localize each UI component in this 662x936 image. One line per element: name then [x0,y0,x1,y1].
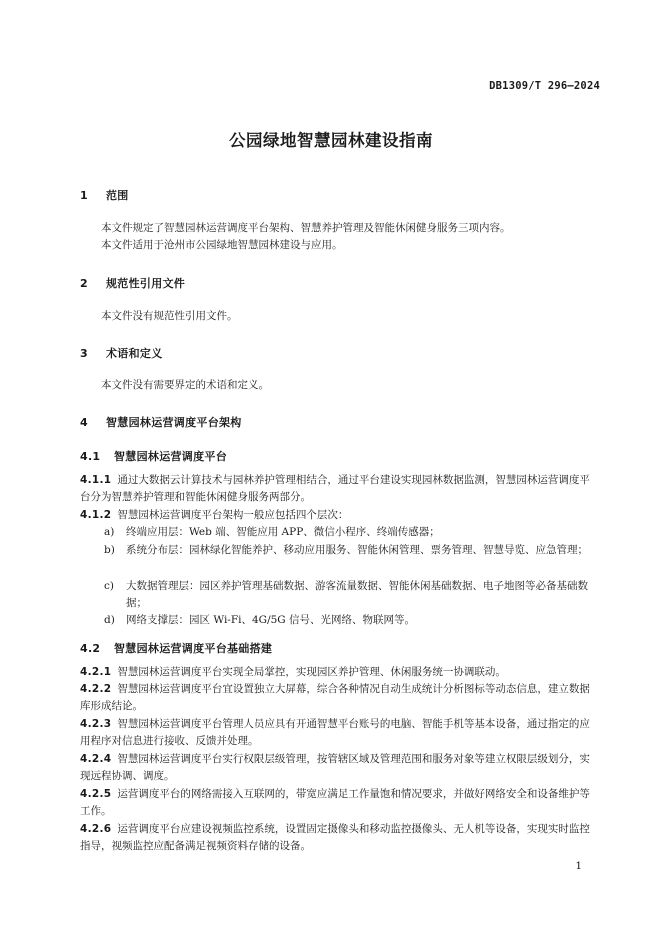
section-heading-2 [80,275,185,291]
section-title: 术语和定义 [106,347,163,360]
subsection-title: 智慧园林运营调度平台 [114,450,227,463]
section-number: 2 [80,277,88,290]
paragraph: 本文件没有需要界定的术语和定义。 [101,379,269,391]
clause-text: 智慧园林运营调度平台实现全局掌控，实现园区养护管理、休闲服务统一协调联动。 [117,666,506,678]
page-number: 1 [575,860,582,872]
clause-text: 运营调度平台的网络需接入互联网的，带宽应满足工作量饱和情况要求，并做好网络安全和设备维护等工作。 [80,788,590,817]
list-marker: b) [104,544,115,556]
list-item [104,578,600,612]
clause-text: 智慧园林运营调度平台架构一般应包括四个层次： [117,509,349,521]
paragraph: 本文件适用于沧州市公园绿地智慧园林建设与应用。 [101,239,343,251]
section-number: 4 [80,416,88,429]
paragraph: 本文件没有规范性引用文件。 [101,310,238,322]
section-heading-4 [80,414,242,430]
section-heading-3 [80,345,163,361]
clause-number: 4.1.2 [80,509,112,521]
clause-4-1-1 [80,472,600,506]
list-text: 终端应用层：Web 端、智能应用 APP、微信小程序、终端传感器； [126,526,440,538]
subsection-title: 智慧园林运营调度平台基础搭建 [114,642,273,655]
clause-number: 4.2.4 [80,753,112,765]
clause-text: 智慧园林运营调度平台宜设置独立大屏幕，综合各种情况自动生成统计分析图标等动态信息，建立数据库形成结论。 [80,683,590,712]
clause-4-2-2 [80,681,600,715]
list-text: 大数据管理层：园区养护管理基础数据、游客流量数据、智能休闲基础数据、电子地图等必备基础数据； [126,580,588,609]
clause-number: 4.2.5 [80,788,112,800]
clause-text: 智慧园林运营调度平台实行权限层级管理，按管辖区域及管理范围和服务对象等建立权限层级划分，实现远程协调、调度。 [80,753,590,782]
clause-text: 运营调度平台应建设视频监控系统，设置固定摄像头和移动监控摄像头、无人机等设备，实现实时监控指导，视频监控应配备满足视频资料存储的设备。 [80,823,590,852]
page-title: 公园绿地智慧园林建设指南 [229,131,433,150]
clause-4-2-6 [80,821,600,855]
list-text: 网络支撑层：园区 Wi-Fi、4G/5G 信号、光网络、物联网等。 [126,614,416,626]
list-item [104,542,600,559]
list-marker: c) [104,580,114,592]
subsection-number: 4.1 [80,450,101,463]
list-marker: d) [104,614,115,626]
section-title: 规范性引用文件 [106,277,186,290]
clause-number: 4.1.1 [80,474,112,486]
clause-4-1-2 [80,507,600,524]
clause-4-2-5 [80,786,600,820]
subsection-heading-4-1 [80,448,227,464]
section-number: 3 [80,347,88,360]
clause-text: 通过大数据云计算技术与园林养护管理相结合，通过平台建设实现园林数据监测，智慧园林运营调度平台分为智慧养护管理和智能休闲健身服务两部分。 [80,474,590,503]
clause-4-2-4 [80,751,600,785]
list-text: 系统分布层：园林绿化智能养护、移动应用服务、智能休闲管理、票务管理、智慧导览、应急管理； [126,544,588,556]
clause-4-2-3 [80,716,600,750]
document-number: DB1309/T 296—2024 [489,80,600,92]
subsection-heading-4-2 [80,640,272,656]
section-heading-1 [80,187,129,203]
section-number: 1 [80,189,88,202]
section-title: 智慧园林运营调度平台架构 [106,416,242,429]
clause-number: 4.2.3 [80,718,112,730]
list-item [104,612,600,629]
clause-number: 4.2.6 [80,823,112,835]
list-marker: a) [104,526,115,538]
subsection-number: 4.2 [80,642,101,655]
clause-number: 4.2.2 [80,683,112,695]
clause-4-2-1 [80,664,600,681]
paragraph: 本文件规定了智慧园林运营调度平台架构、智慧养护管理及智能休闲健身服务三项内容。 [101,222,511,234]
list-item [104,524,600,541]
section-title: 范围 [106,189,129,202]
clause-text: 智慧园林运营调度平台管理人员应具有开通智慧平台账号的电脑、智能手机等基本设备，通过指定的应用程序对信息进行接收、反馈并处理。 [80,718,590,747]
clause-number: 4.2.1 [80,666,112,678]
